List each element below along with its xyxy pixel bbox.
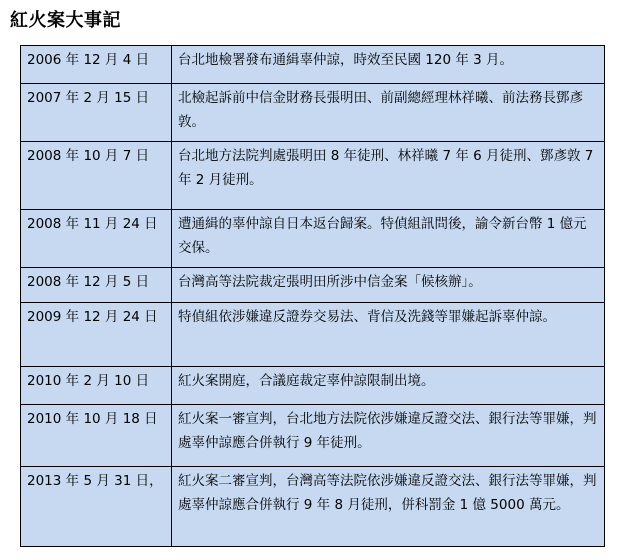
timeline-table — [20, 45, 605, 547]
event-date: 2010 年 2 月 10 日 — [21, 367, 172, 405]
event-date: 2010 年 10 月 18 日 — [21, 405, 172, 467]
table-row — [21, 303, 605, 367]
event-description: 台灣高等法院裁定張明田所涉中信金案「候核辦」。 — [172, 268, 605, 303]
event-date: 2013 年 5 月 31 日， — [21, 467, 172, 547]
event-description: 特偵組依涉嫌違反證券交易法、背信及洗錢等罪嫌起訴辜仲諒。 — [172, 303, 605, 367]
page-title: 紅火案大事記 — [10, 10, 121, 31]
event-description: 紅火案二審宣判，台灣高等法院依涉嫌違反證交法、銀行法等罪嫌，判處辜仲諒應合併執行 9 年 8 月徒刑，併科罰金 1 億 5000 萬元。 — [172, 467, 605, 547]
event-date: 2008 年 10 月 7 日 — [21, 142, 172, 210]
event-description: 紅火案一審宣判，台北地方法院依涉嫌違反證交法、銀行法等罪嫌，判處辜仲諒應合併執行 9 年徒刑。 — [172, 405, 605, 467]
event-description: 遭通緝的辜仲諒自日本返台歸案。特偵組訊問後，諭令新台幣 1 億元交保。 — [172, 210, 605, 268]
event-date: 2008 年 12 月 5 日 — [21, 268, 172, 303]
event-date: 2008 年 11 月 24 日 — [21, 210, 172, 268]
event-description: 紅火案開庭，合議庭裁定辜仲諒限制出境。 — [172, 367, 605, 405]
table-row — [21, 84, 605, 142]
table-row — [21, 405, 605, 467]
table-row — [21, 467, 605, 547]
event-date: 2009 年 12 月 24 日 — [21, 303, 172, 367]
event-description: 台北地方法院判處張明田 8 年徒刑、林祥曦 7 年 6 月徒刑、鄧彥敦 7 年 2 月徒刑。 — [172, 142, 605, 210]
table-row — [21, 46, 605, 84]
table-row — [21, 210, 605, 268]
event-description: 台北地檢署發布通緝辜仲諒，時效至民國 120 年 3 月。 — [172, 46, 605, 84]
table-row — [21, 268, 605, 303]
event-date: 2007 年 2 月 15 日 — [21, 84, 172, 142]
event-description: 北檢起訴前中信金財務長張明田、前副總經理林祥曦、前法務長鄧彥敦。 — [172, 84, 605, 142]
table-row — [21, 367, 605, 405]
event-date: 2006 年 12 月 4 日 — [21, 46, 172, 84]
table-row — [21, 142, 605, 210]
